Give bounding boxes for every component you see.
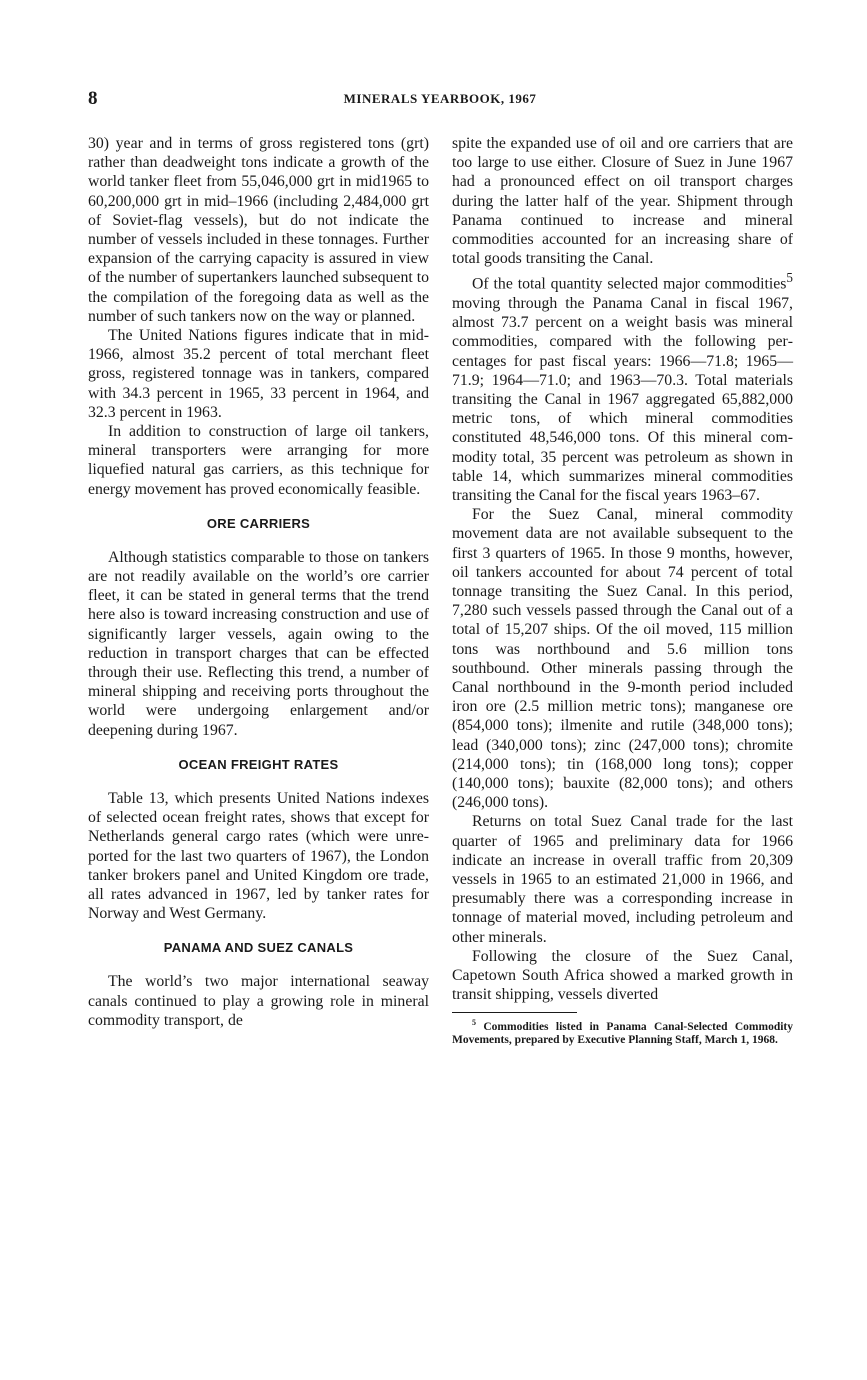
paragraph-lng-carriers: In addition to construction of large oil tankers, mineral transporters were arranging for more liquefied natural gas carriers, as this technique for energy movement has proved economically feasible.	[88, 423, 429, 498]
footnote-reference: 5	[786, 270, 793, 286]
footnote-divider	[452, 1012, 577, 1013]
paragraph-suez-returns: Returns on total Suez Canal trade for the last quarter of 1965 and preliminary data for 1966 indicate an increase in overall traffic from 20,309 vessels in 1965 to an estimated 21,000 in 1966, and presumably there was a corresponding increase in tonnage of material moved, including petroleum and other minerals.	[452, 813, 793, 946]
paragraph-tanker-growth: 30) year and in terms of gross registered tons (grt) rather than deadweight tons indicate a growth of the world tanker fleet from 55,046,000 grt in mid1965 to 60,200,000 grt in mid–1966 (including 2,484,000 grt of Soviet-flag vessels), but do not indicate the number of vessels included in these tonnages. Further expansion of the carrying capacity is assured in view of the number of supertankers launched subsequent to the compilation of the foregoing data as well as the number of such tankers now on the way or planned.	[88, 135, 429, 325]
paragraph-capetown: Following the closure of the Suez Canal, Capetown South Africa showed a marked growth in transit shipping, vessels diverted	[452, 947, 793, 1004]
heading-panama-suez-canals: PANAMA AND SUEZ CANALS	[163, 940, 354, 956]
running-head	[88, 88, 792, 112]
footnote-mark: 5	[472, 1018, 476, 1028]
left-column	[88, 134, 429, 1030]
paragraph-ore-carriers: Although statistics comparable to those on tankers are not readily available on the world’s ore carrier fleet, it can be stated in general terms that the trend here also is toward increasing construction and use of significantly larger vessels, again owing to the reduction in transport charges that can be effected through their use. Reflecting this trend, a number of mineral shipping and receiving ports throughout the world were undergoing enlargement and/or deepening during 1967.	[88, 548, 429, 739]
running-title: MINERALS YEARBOOK, 1967	[343, 91, 537, 106]
heading-ocean-freight-rates: OCEAN FREIGHT RATES	[178, 756, 339, 772]
paragraph-canals-continued: spite the expanded use of oil and ore carriers that are too large to use either. Closure of Suez in June 1967 had a pronounced effect on oil transport charges during the latter half of the year. Shipment through Panama continued to increase and mineral commodities accounted for an increasing share of total goods transiting the Canal.	[452, 135, 793, 268]
paragraph-suez-data: For the Suez Canal, mineral commodity movement data are not available subsequent to the first 3 quarters of 1965. In those 9 months, however, oil tankers accounted for about 74 percent of total tonnage transiting the Suez Canal. In this period, 7,280 such vessels passed through the Canal out of a total of 15,207 ships. Of the oil moved, 115 million tons was northbound and 5.6 million tons southbound. Other minerals passing through the Canal northbound in the 9-month period included iron ore (2.5 million metric tons); manganese ore (854,000 tons); ilmenite and rutile (348,000 tons); lead (340,000 tons); zinc (247,000 tons); chromite (214,000 tons); tin (168,000 long tons); copper (140,000 tons); bauxite (82,000 tons); and others (246,000 tons).	[452, 506, 793, 812]
heading-ore-carriers: ORE CARRIERS	[206, 515, 311, 531]
footnote	[452, 1016, 793, 1047]
panama-text-start: Of the total quantity selected major commodities	[472, 275, 787, 293]
paragraph-freight-rates: Table 13, which presents United Nations indexes of selected ocean freight rates, shows that except for Netherlands general cargo rates (which were unreported for the last two quarters of 1967), the London tanker brokers panel and United Kingdom ore trade, all rates advanced in 1967, led by tanker rates for Norway and West Germany.	[88, 789, 429, 923]
footnote-text: Commodities listed in Panama Canal-Selected Commodity Movements, prepared by Executive Planning Staff, March 1, 1968.	[452, 1021, 793, 1047]
paragraph-canals-intro: The world’s two major international seaway canals continued to play a growing role in mineral commodity transport, de	[88, 973, 429, 1029]
paragraph-panama-commodities	[452, 268, 793, 505]
right-column	[452, 134, 793, 1047]
paragraph-un-figures: The United Nations figures indicate that in mid-1966, almost 35.2 percent of total merchant fleet gross, registered tonnage was in tankers, compared with 34.3 percent in 1965, 33 percent in 1964, and 32.3 percent in 1963.	[88, 327, 429, 421]
panama-text-rest: moving through the Panama Canal in fiscal 1967, almost 73.7 percent on a weight basis was mineral commodities, compared with the following percentages for past fiscal years: 1966—71.8; 1965—71.9; 1964—71.0; and 1963—70.3. Total materials transiting the Canal in 1967 aggregated 65,882,000 metric tons, of which mineral commodities constituted 48,546,000 tons. Of this mineral commodity total, 35 percent was petroleum as shown in table 14, which summarizes mineral commodities transiting the Canal for the fiscal years 1963–67.	[452, 294, 793, 504]
page-number: 8	[88, 88, 98, 109]
